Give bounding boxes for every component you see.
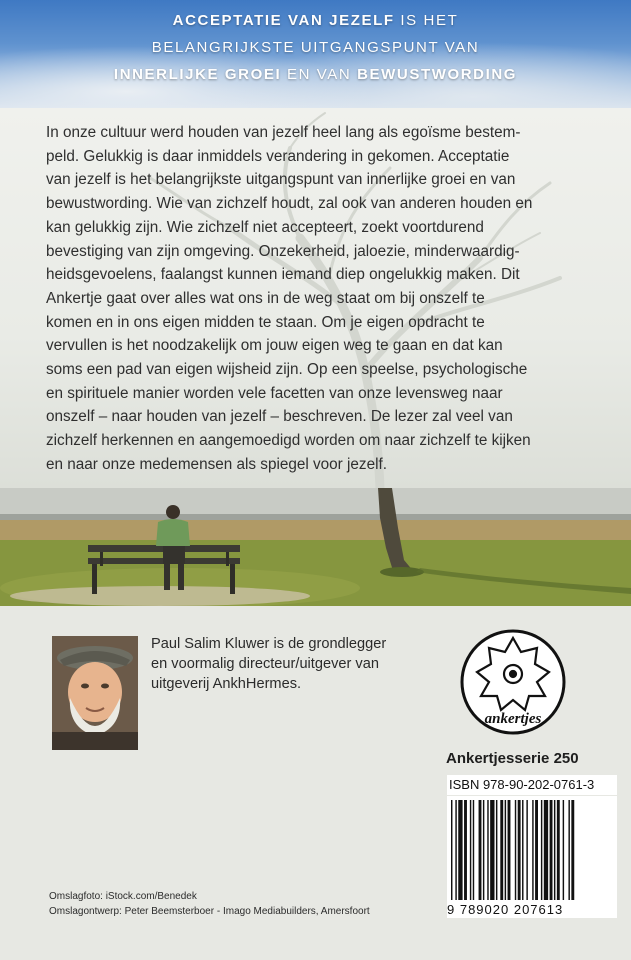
landscape-photo — [0, 488, 631, 606]
barcode-bar — [505, 800, 506, 900]
blurb-line: kan gelukkig zijn. Wie zichzelf niet accepteert, zoekt voortdurend — [46, 218, 484, 236]
blurb-line: komen en in ons eigen midden te staan. Om je eigen opdracht te — [46, 313, 485, 331]
author-portrait-drawing — [52, 636, 138, 750]
header-line-2: BELANGRIJKSTE UITGANGSPUNT VAN — [151, 39, 480, 56]
blurb-line: soms een pad van eigen wijsheid zijn. Op een speelse, psychologische — [46, 361, 528, 379]
isbn-text: ISBN 978-90-202-0761-3 — [447, 775, 617, 795]
blurb-line: en naar onze medemensen als spiegel voor jezelf. — [46, 455, 387, 473]
barcode-bar — [541, 800, 542, 900]
bench-and-tree-scene — [0, 488, 631, 606]
bio-line: en voormalig directeur/uitgever van — [151, 656, 379, 672]
blurb-line: onszelf – naar houden van jezelf – beschreven. De lezer zal veel van — [46, 408, 513, 426]
blurb-area — [0, 108, 631, 488]
barcode-bar — [515, 800, 516, 900]
bottom-section — [0, 606, 631, 960]
barcode-bar — [490, 800, 494, 900]
barcode-bar — [550, 800, 553, 900]
blurb-line: bewustwording. Wie van zichzelf houdt, zal ook van anderen houden en — [46, 195, 533, 213]
ankertjes-logo — [459, 628, 567, 736]
header-line-1 — [0, 12, 631, 29]
blurb-line: zichzelf herkennen en aangemoedigd worden om naar zichzelf te kijken — [46, 432, 531, 450]
barcode-bar — [479, 800, 482, 900]
barcode-bar — [500, 800, 503, 900]
barcode-bar — [563, 800, 564, 900]
barcode-bar — [554, 800, 555, 900]
header-banner — [0, 0, 631, 108]
barcode-bar — [470, 800, 471, 900]
bio-line: uitgeverij AnkhHermes. — [151, 676, 302, 692]
credit-line: Omslagfoto: iStock.com/Benedek — [49, 891, 197, 902]
barcode-bar — [483, 800, 484, 900]
barcode-bar — [544, 800, 548, 900]
cover-credits — [49, 889, 370, 919]
barcode-bar — [568, 800, 569, 900]
barcode-bar — [526, 800, 527, 900]
author-portrait — [52, 636, 138, 750]
header-line-3 — [0, 66, 631, 83]
blurb-line: Ankertje gaat over alles wat ons in de weg staat om bij onszelf te — [46, 289, 485, 307]
logo-text: ankertjes — [484, 711, 542, 727]
barcode-bar — [464, 800, 467, 900]
ankertjes-logo-icon — [459, 628, 567, 736]
header-line-3-mid: EN VAN — [287, 66, 352, 83]
blurb-line: In onze cultuur werd houden van jezelf heel lang als egoïsme bestem- — [46, 124, 521, 141]
barcode-bar — [473, 800, 474, 900]
barcode-digits: 9 789020 207613 — [447, 902, 617, 918]
barcode-bar — [458, 800, 462, 900]
header-line-1-rest: IS HET — [400, 12, 459, 29]
blurb-line: van jezelf is het belangrijkste uitgangspunt van innerlijke groei en van — [46, 171, 516, 189]
barcode-bar — [518, 800, 521, 900]
barcode-bar — [451, 800, 452, 900]
barcode-bar — [522, 800, 523, 900]
blurb-line: peld. Gelukkig is daar inmiddels verandering in gekomen. Acceptatie — [46, 147, 510, 165]
barcode-bar — [557, 800, 560, 900]
credit-line: Omslagontwerp: Peter Beemsterboer - Imago Mediabuilders, Amersfoort — [49, 906, 370, 917]
barcode-bar — [571, 800, 574, 900]
barcode-bar — [455, 800, 456, 900]
blurb-line: heidsgevoelens, faalangst kunnen iemand diep ongelukkig maken. Dit — [46, 266, 520, 284]
series-label: Ankertjesserie 250 — [446, 750, 579, 767]
blurb-line: vervullen is het noodzakelijk om jouw eigen weg te gaan en dat kan — [46, 337, 503, 355]
blurb-paragraph — [46, 121, 604, 477]
blurb-line: bevestiging van zijn omgeving. Onzekerheid, jaloezie, minderwaardig- — [46, 242, 520, 260]
bio-line: Paul Salim Kluwer is de grondlegger — [151, 636, 387, 652]
header-line-3-bold-2: BEWUSTWORDING — [357, 66, 518, 83]
author-bio — [151, 634, 451, 694]
barcode-bar — [487, 800, 488, 900]
barcode-bar — [535, 800, 538, 900]
barcode-bar — [496, 800, 497, 900]
barcode — [447, 796, 617, 902]
header-line-1-bold: ACCEPTATIE VAN JEZELF — [172, 12, 395, 29]
header-line-3-bold-1: INNERLIJKE GROEI — [113, 66, 282, 83]
barcode-bar — [508, 800, 511, 900]
barcode-bar — [532, 800, 533, 900]
blurb-line: en spirituele manier worden vele facetten van onze levensweg naar — [46, 384, 503, 402]
